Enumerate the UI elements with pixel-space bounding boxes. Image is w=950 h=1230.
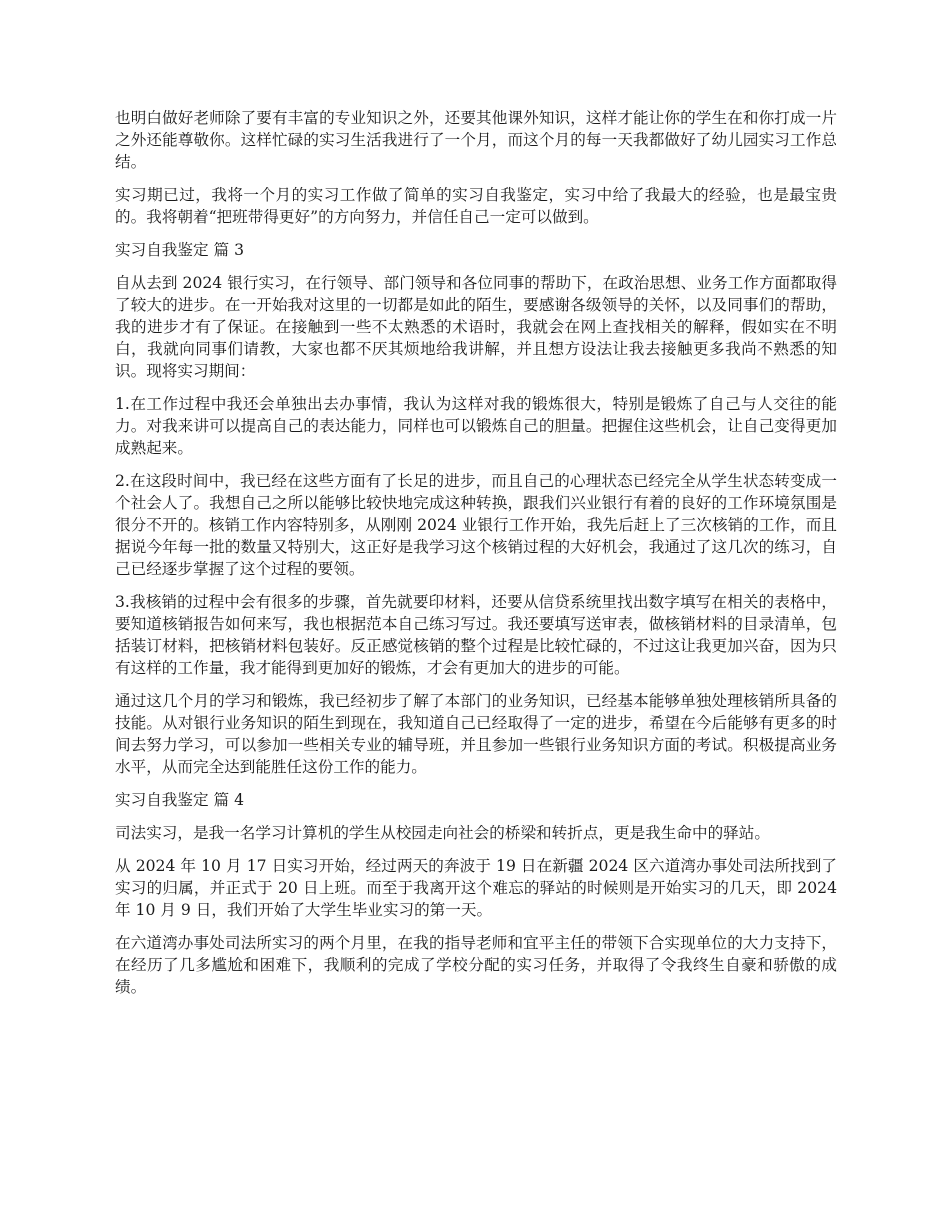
paragraph: 也明白做好老师除了要有丰富的专业知识之外，还要其他课外知识，这样才能让你的学生在和你打成一片之外还能尊敬你。这样忙碌的实习生活我进行了一个月，而这个月的每一天我都做好了幼儿园实习工作总结。 [115, 109, 837, 171]
paragraph: 3.我核销的过程中会有很多的步骤，首先就要印材料，还要从信贷系统里找出数字填写在相关的表格中，要知道核销报告如何来写，我也根据范本自己练习写过。我还要填写送审表，做核销材料的目录清单，包括装订材料，把核销材料包装好。反正感觉核销的整个过程是比较忙碌的，不过这让我更加兴奋，因为只有这样的工作量，我才能得到更加好的锻炼，才会有更加大的进步的可能。 [115, 593, 837, 677]
paragraph: 2.在这段时间中，我已经在这些方面有了长足的进步，而且自己的心理状态已经完全从学生状态转变成一个社会人了。我想自己之所以能够比较快地完成这种转换，跟我们兴业银行有着的良好的工作环境氛围是很分不开的。核销工作内容特别多，从刚刚 2024 业银行工作开始，我先后赶上了三次核销的工作，而且据说今年每一批的数量又特别大，这正好是我学习这个核销过程的大好机会，我通过了这几次的练习，自己已经逐步掌握了这个过程的要领。 [115, 472, 837, 578]
paragraph: 实习期已过，我将一个月的实习工作做了简单的实习自我鉴定，实习中给了我最大的经验，也是最宝贵的。我将朝着“把班带得更好”的方向努力，并信任自己一定可以做到。 [115, 186, 837, 226]
paragraph: 司法实习，是我一名学习计算机的学生从校园走向社会的桥梁和转折点，更是我生命中的驿站。 [115, 824, 770, 842]
section-heading: 实习自我鉴定 篇 3 [115, 241, 244, 259]
paragraph: 通过这几个月的学习和锻炼，我已经初步了解了本部门的业务知识，已经基本能够单独处理核销所具备的技能。从对银行业务知识的陌生到现在，我知道自己已经取得了一定的进步，希望在今后能够有更多的时间去努力学习，可以参加一些相关专业的辅导班，并且参加一些银行业务知识方面的考试。积极提高业务水平，从而完全达到能胜任这份工作的能力。 [115, 692, 837, 776]
paragraph: 1.在工作过程中我还会单独出去办事情，我认为这样对我的锻炼很大，特别是锻炼了自己与人交往的能力。对我来讲可以提高自己的表达能力，同样也可以锻炼自己的胆量。把握住这些机会，让自己变得更加成熟起来。 [115, 395, 837, 457]
section-heading: 实习自我鉴定 篇 4 [115, 791, 244, 809]
paragraph: 从 2024 年 10 月 17 日实习开始，经过两天的奔波于 19 日在新疆 2024 区六道湾办事处司法所找到了实习的归属，并正式于 20 日上班。而至于我离开这个难忘的驿站的时候则是开始实习的几天，即 2024 年 10 月 9 日，我们开始了大学生毕业实习的第一天。 [115, 857, 837, 919]
paragraph: 自从去到 2024 银行实习，在行领导、部门领导和各位同事的帮助下，在政治思想、业务工作方面都取得了较大的进步。在一开始我对这里的一切都是如此的陌生，要感谢各级领导的关怀，以及同事们的帮助，我的进步才有了保证。在接触到一些不太熟悉的术语时，我就会在网上查找相关的解释，假如实在不明白，我就向同事们请教，大家也都不厌其烦地给我讲解，并且想方设法让我去接触更多我尚不熟悉的知识。现将实习期间： [115, 274, 837, 380]
paragraph: 在六道湾办事处司法所实习的两个月里，在我的指导老师和宜平主任的带领下合实现单位的大力支持下，在经历了几多尴尬和困难下，我顺利的完成了学校分配的实习任务，并取得了令我终生自豪和骄傲的成绩。 [115, 934, 837, 996]
document-page [115, 107, 837, 1009]
